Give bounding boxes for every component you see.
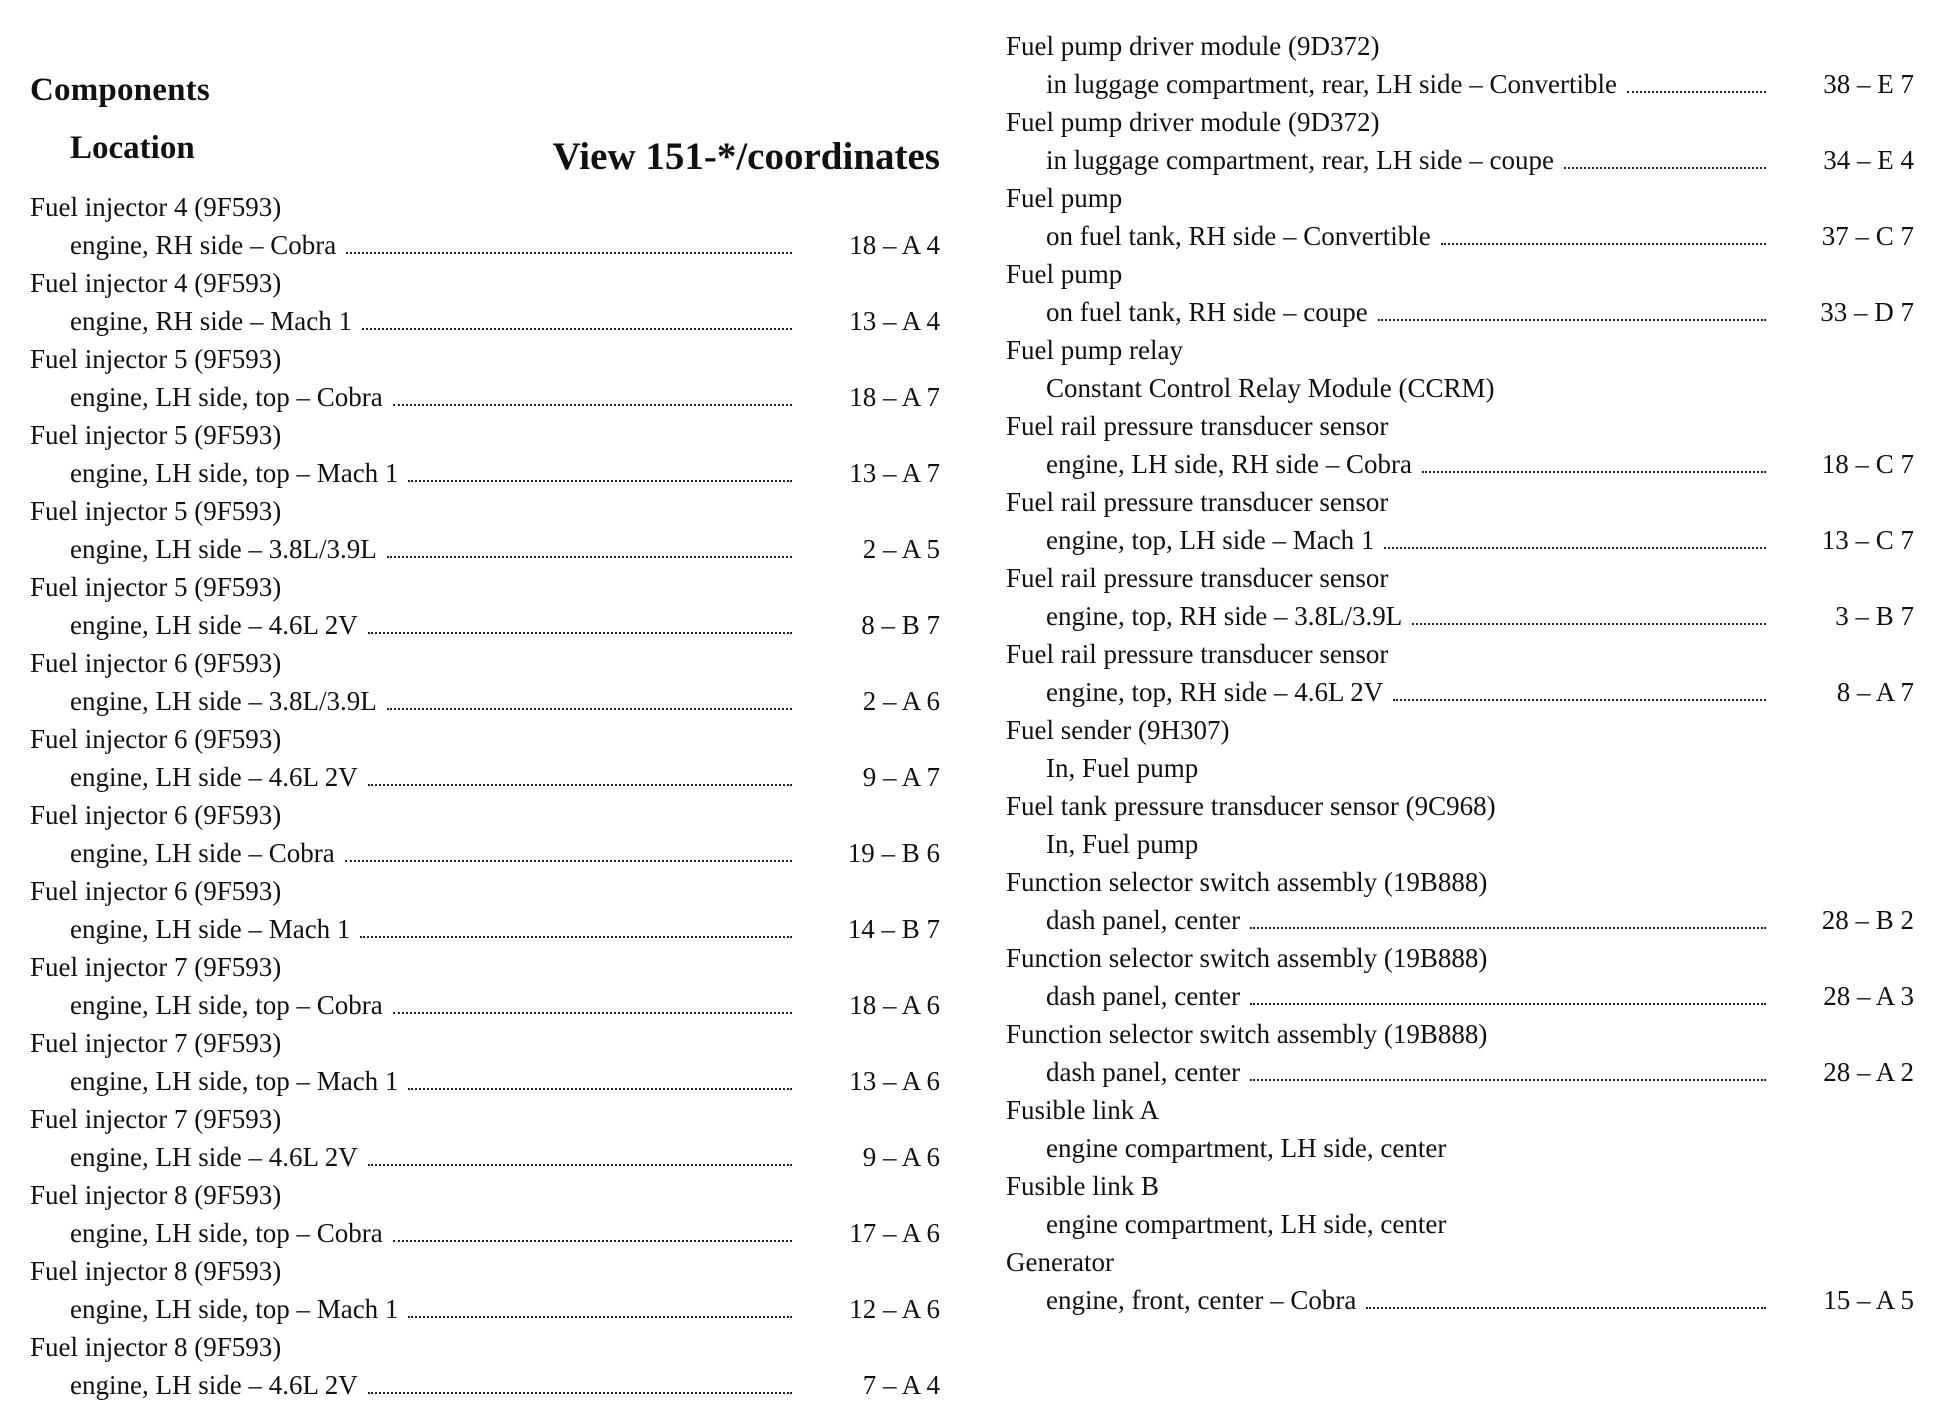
view-coordinate-ref: 8 – A 7	[1836, 677, 1914, 707]
component-entry	[30, 1024, 940, 1100]
view-coordinate-ref: 7 – A 4	[862, 1370, 940, 1400]
component-entry	[30, 796, 940, 872]
component-name: Fuel pump	[1006, 259, 1123, 289]
component-location: engine, LH side, top – Mach 1	[70, 1066, 399, 1096]
component-detail-row	[1006, 1053, 1914, 1091]
view-coordinate-ref: 2 – A 5	[862, 534, 940, 564]
view-coordinate-ref: 15 – A 5	[1823, 1285, 1914, 1315]
view-coordinate-ref: 38 – E 7	[1823, 69, 1914, 99]
component-detail-row	[1006, 825, 1914, 863]
component-name: Fuel injector 4 (9F593)	[30, 192, 282, 222]
component-detail-row	[30, 226, 940, 264]
component-location: engine, LH side, top – Mach 1	[70, 458, 399, 488]
component-entry	[1006, 1167, 1914, 1243]
component-name: Function selector switch assembly (19B888)	[1006, 867, 1488, 897]
component-entry	[30, 188, 940, 264]
dot-leader	[408, 1316, 792, 1318]
component-name: Fuel tank pressure transducer sensor (9C968)	[1006, 791, 1496, 821]
component-entry	[30, 492, 940, 568]
dot-leader	[387, 708, 792, 710]
component-location: In, Fuel pump	[1046, 829, 1199, 859]
view-coordinate-ref: 28 – A 3	[1823, 981, 1914, 1011]
component-entry	[30, 1176, 940, 1252]
component-name: Fuel rail pressure transducer sensor	[1006, 487, 1389, 517]
component-name: Fuel injector 4 (9F593)	[30, 268, 282, 298]
component-detail-row	[1006, 1129, 1914, 1167]
left-entry-list	[30, 188, 940, 1404]
component-name: Fuel injector 5 (9F593)	[30, 420, 282, 450]
component-name: Fusible link B	[1006, 1171, 1160, 1201]
component-detail-row	[1006, 673, 1914, 711]
component-detail-row	[30, 454, 940, 492]
component-entry	[1006, 787, 1914, 863]
component-entry	[1006, 1091, 1914, 1167]
view-coordinate-ref: 9 – A 6	[862, 1142, 940, 1172]
view-coordinate-ref: 12 – A 6	[849, 1294, 940, 1324]
component-location: in luggage compartment, rear, LH side – coupe	[1046, 145, 1554, 175]
view-coordinate-ref: 9 – A 7	[862, 762, 940, 792]
dot-leader	[408, 480, 792, 482]
component-detail-row	[30, 1138, 940, 1176]
view-coordinate-ref: 17 – A 6	[849, 1218, 940, 1248]
component-name: Fuel pump driver module (9D372)	[1006, 107, 1380, 137]
dot-leader	[368, 784, 792, 786]
component-detail-row	[1006, 369, 1914, 407]
column-heading-location: Location	[70, 130, 195, 166]
component-location: engine, LH side – 4.6L 2V	[70, 762, 358, 792]
component-location: engine, LH side – 4.6L 2V	[70, 1142, 358, 1172]
component-name: Fuel injector 5 (9F593)	[30, 344, 282, 374]
dot-leader	[1564, 167, 1766, 169]
component-location: engine, RH side – Cobra	[70, 230, 337, 260]
component-detail-row	[1006, 445, 1914, 483]
component-location: engine, LH side, RH side – Cobra	[1046, 449, 1412, 479]
component-entry	[1006, 331, 1914, 407]
component-entry	[1006, 559, 1914, 635]
dot-leader	[368, 1164, 792, 1166]
component-detail-row	[1006, 141, 1914, 179]
component-detail-row	[30, 1214, 940, 1252]
component-entry	[30, 568, 940, 644]
component-location: Constant Control Relay Module (CCRM)	[1046, 373, 1495, 403]
component-name: Fuel injector 7 (9F593)	[30, 1028, 282, 1058]
component-detail-row	[30, 986, 940, 1024]
component-detail-row	[1006, 597, 1914, 635]
component-location: dash panel, center	[1046, 981, 1241, 1011]
view-coordinate-ref: 19 – B 6	[847, 838, 940, 868]
component-name: Fuel injector 8 (9F593)	[30, 1332, 282, 1362]
component-location: dash panel, center	[1046, 905, 1241, 935]
component-location: engine compartment, LH side, center	[1046, 1209, 1447, 1239]
dot-leader	[408, 1088, 792, 1090]
component-entry	[1006, 1015, 1914, 1091]
component-detail-row	[30, 758, 940, 796]
component-location: engine, top, RH side – 3.8L/3.9L	[1046, 601, 1403, 631]
component-location: engine, LH side, top – Cobra	[70, 382, 383, 412]
component-detail-row	[30, 1290, 940, 1328]
component-name: Fuel pump relay	[1006, 335, 1183, 365]
component-name: Fuel injector 6 (9F593)	[30, 648, 282, 678]
component-location: engine, RH side – Mach 1	[70, 306, 352, 336]
view-coordinate-ref: 28 – A 2	[1823, 1057, 1914, 1087]
component-detail-row	[30, 834, 940, 872]
dot-leader	[393, 1240, 792, 1242]
component-entry	[1006, 939, 1914, 1015]
component-entry	[30, 264, 940, 340]
dot-leader	[1412, 623, 1766, 625]
component-detail-row	[1006, 217, 1914, 255]
dot-leader	[362, 328, 792, 330]
component-entry	[1006, 635, 1914, 711]
component-entry	[1006, 711, 1914, 787]
component-name: Fuel injector 6 (9F593)	[30, 800, 282, 830]
component-location: engine compartment, LH side, center	[1046, 1133, 1447, 1163]
component-detail-row	[30, 1062, 940, 1100]
component-name: Fuel injector 7 (9F593)	[30, 1104, 282, 1134]
component-name: Fuel sender (9H307)	[1006, 715, 1230, 745]
component-detail-row	[30, 1366, 940, 1404]
view-coordinate-ref: 33 – D 7	[1820, 297, 1914, 327]
component-location: engine, LH side – Cobra	[70, 838, 335, 868]
view-coordinate-ref: 18 – A 4	[849, 230, 940, 260]
component-location: In, Fuel pump	[1046, 753, 1199, 783]
view-coordinate-ref: 18 – A 7	[849, 382, 940, 412]
view-coordinate-ref: 8 – B 7	[861, 610, 940, 640]
component-location: engine, LH side, top – Mach 1	[70, 1294, 399, 1324]
view-coordinate-ref: 14 – B 7	[847, 914, 940, 944]
column-heading-view-coordinates: View 151-*/coordinates	[552, 135, 940, 178]
component-location: engine, LH side – 3.8L/3.9L	[70, 534, 377, 564]
component-name: Fuel rail pressure transducer sensor	[1006, 411, 1389, 441]
component-location: on fuel tank, RH side – Convertible	[1046, 221, 1431, 251]
section-heading-components: Components	[30, 72, 210, 108]
component-entry	[30, 416, 940, 492]
component-entry	[1006, 483, 1914, 559]
dot-leader	[345, 860, 792, 862]
component-entry	[30, 644, 940, 720]
component-entry	[1006, 255, 1914, 331]
dot-leader	[1393, 699, 1766, 701]
component-name: Generator	[1006, 1247, 1114, 1277]
dot-leader	[1422, 471, 1766, 473]
component-detail-row	[30, 606, 940, 644]
component-name: Fuel rail pressure transducer sensor	[1006, 639, 1389, 669]
component-entry	[1006, 863, 1914, 939]
dot-leader	[346, 252, 792, 254]
view-coordinate-ref: 28 – B 2	[1821, 905, 1914, 935]
component-entry	[1006, 179, 1914, 255]
component-location: engine, LH side – 4.6L 2V	[70, 610, 358, 640]
component-location: engine, LH side – Mach 1	[70, 914, 351, 944]
component-entry	[30, 1252, 940, 1328]
component-name: Fuel pump driver module (9D372)	[1006, 31, 1380, 61]
view-coordinate-ref: 34 – E 4	[1823, 145, 1914, 175]
component-location: in luggage compartment, rear, LH side – Convertible	[1046, 69, 1617, 99]
component-name: Fuel rail pressure transducer sensor	[1006, 563, 1389, 593]
view-coordinate-ref: 13 – C 7	[1821, 525, 1914, 555]
component-location: engine, LH side, top – Cobra	[70, 1218, 383, 1248]
dot-leader	[1378, 319, 1766, 321]
view-coordinate-ref: 13 – A 4	[849, 306, 940, 336]
view-coordinate-ref: 13 – A 6	[849, 1066, 940, 1096]
view-coordinate-ref: 2 – A 6	[862, 686, 940, 716]
component-detail-row	[30, 682, 940, 720]
component-entry	[30, 340, 940, 416]
dot-leader	[393, 1012, 792, 1014]
right-entry-list	[1006, 27, 1914, 1319]
dot-leader	[360, 936, 792, 938]
dot-leader	[1250, 1079, 1766, 1081]
component-name: Fuel injector 7 (9F593)	[30, 952, 282, 982]
component-location: on fuel tank, RH side – coupe	[1046, 297, 1368, 327]
view-coordinate-ref: 18 – A 6	[849, 990, 940, 1020]
component-location: engine, front, center – Cobra	[1046, 1285, 1357, 1315]
dot-leader	[387, 556, 792, 558]
dot-leader	[1384, 547, 1766, 549]
component-name: Fusible link A	[1006, 1095, 1160, 1125]
component-entry	[30, 1328, 940, 1404]
component-detail-row	[1006, 1281, 1914, 1319]
dot-leader	[1366, 1307, 1766, 1309]
component-entry	[30, 948, 940, 1024]
view-coordinate-ref: 18 – C 7	[1821, 449, 1914, 479]
component-detail-row	[1006, 749, 1914, 787]
component-location: engine, top, LH side – Mach 1	[1046, 525, 1375, 555]
component-entry	[30, 1100, 940, 1176]
component-name: Fuel injector 5 (9F593)	[30, 572, 282, 602]
dot-leader	[1250, 927, 1766, 929]
component-location: engine, LH side – 3.8L/3.9L	[70, 686, 377, 716]
component-location: engine, top, RH side – 4.6L 2V	[1046, 677, 1384, 707]
dot-leader	[1441, 243, 1766, 245]
component-detail-row	[1006, 1205, 1914, 1243]
component-detail-row	[1006, 65, 1914, 103]
component-entry	[1006, 103, 1914, 179]
component-name: Function selector switch assembly (19B888)	[1006, 1019, 1488, 1049]
dot-leader	[393, 404, 792, 406]
component-entry	[1006, 27, 1914, 103]
component-location: dash panel, center	[1046, 1057, 1241, 1087]
component-location: engine, LH side – 4.6L 2V	[70, 1370, 358, 1400]
component-name: Fuel pump	[1006, 183, 1123, 213]
component-detail-row	[1006, 521, 1914, 559]
component-location: engine, LH side, top – Cobra	[70, 990, 383, 1020]
view-coordinate-ref: 3 – B 7	[1835, 601, 1914, 631]
dot-leader	[1627, 91, 1766, 93]
view-coordinate-ref: 37 – C 7	[1821, 221, 1914, 251]
component-name: Fuel injector 6 (9F593)	[30, 876, 282, 906]
component-detail-row	[30, 910, 940, 948]
view-coordinate-ref: 13 – A 7	[849, 458, 940, 488]
component-name: Fuel injector 8 (9F593)	[30, 1256, 282, 1286]
component-entry	[30, 720, 940, 796]
component-name: Fuel injector 5 (9F593)	[30, 496, 282, 526]
component-detail-row	[1006, 901, 1914, 939]
component-name: Fuel injector 8 (9F593)	[30, 1180, 282, 1210]
component-detail-row	[1006, 293, 1914, 331]
component-entry	[30, 872, 940, 948]
component-detail-row	[1006, 977, 1914, 1015]
component-detail-row	[30, 378, 940, 416]
component-name: Function selector switch assembly (19B888)	[1006, 943, 1488, 973]
component-detail-row	[30, 302, 940, 340]
component-name: Fuel injector 6 (9F593)	[30, 724, 282, 754]
component-entry	[1006, 1243, 1914, 1319]
dot-leader	[368, 1392, 792, 1394]
component-entry	[1006, 407, 1914, 483]
component-detail-row	[30, 530, 940, 568]
dot-leader	[368, 632, 792, 634]
dot-leader	[1250, 1003, 1766, 1005]
